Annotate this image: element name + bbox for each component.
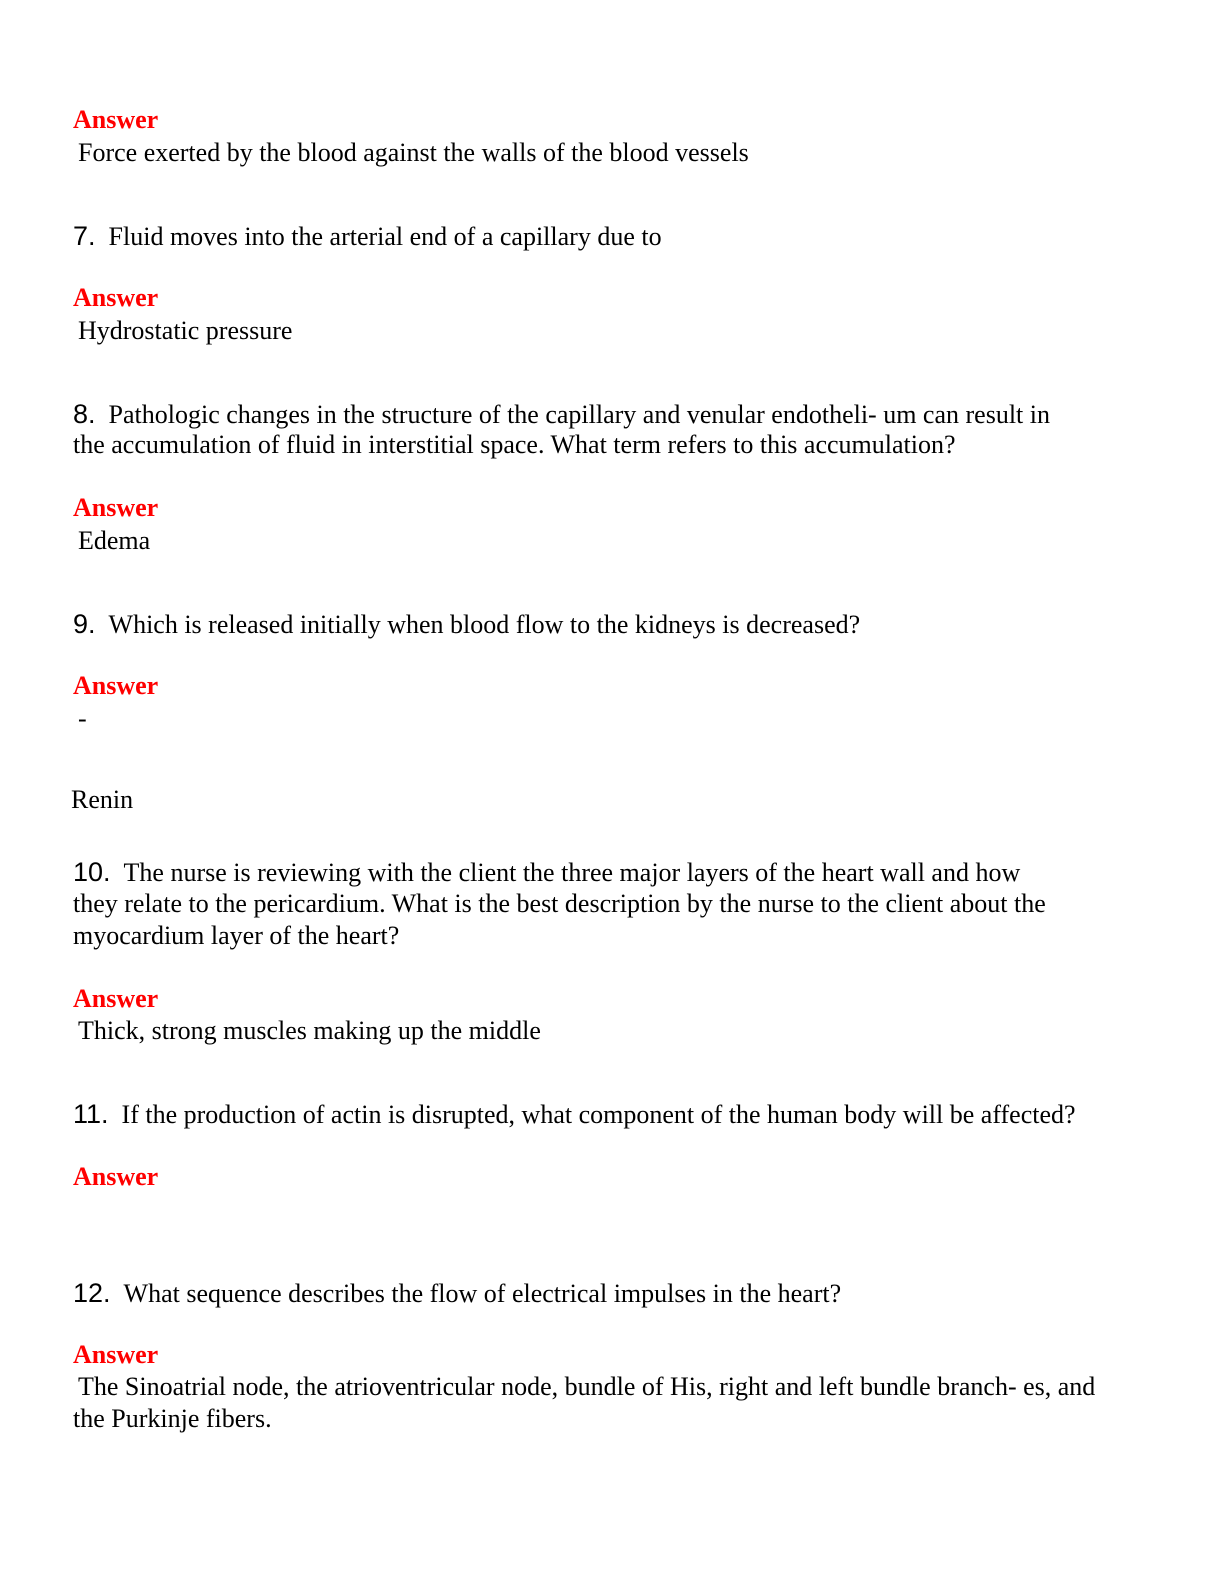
question-text: What sequence describes the flow of electrical impulses in the heart? bbox=[123, 1279, 842, 1308]
answer-text: The Sinoatrial node, the atrioventricular node, bundle of His, right and left bundle branch- es, and bbox=[78, 1372, 1096, 1401]
answer-label: Answer bbox=[73, 671, 159, 700]
question-10 bbox=[73, 856, 1020, 889]
question-text: If the production of actin is disrupted, what component of the human body will be affected? bbox=[121, 1100, 1076, 1129]
question-text: Pathologic changes in the structure of the capillary and venular endotheli- um can result in bbox=[108, 400, 1051, 429]
answer-label: Answer bbox=[73, 493, 159, 522]
answer-text: - bbox=[78, 704, 87, 733]
answer-text: Edema bbox=[78, 526, 151, 555]
answer-label: Answer bbox=[73, 1340, 159, 1369]
question-text: myocardium layer of the heart? bbox=[73, 921, 400, 950]
answer-text: Thick, strong muscles making up the middle bbox=[78, 1016, 541, 1045]
answer-label: Answer bbox=[73, 283, 159, 312]
question-number: 8. bbox=[73, 399, 96, 429]
question-number: 11. bbox=[73, 1099, 109, 1129]
answer-label: Answer bbox=[73, 1162, 159, 1191]
question-number: 10. bbox=[73, 857, 111, 887]
question-11 bbox=[73, 1098, 1076, 1131]
question-number: 12. bbox=[73, 1278, 111, 1308]
answer-text: Renin bbox=[71, 785, 134, 814]
question-text: they relate to the pericardium. What is the best description by the nurse to the client about the bbox=[73, 889, 1046, 918]
question-number: 7. bbox=[73, 221, 96, 251]
question-text: Fluid moves into the arterial end of a capillary due to bbox=[108, 222, 662, 251]
answer-text: Force exerted by the blood against the walls of the blood vessels bbox=[78, 138, 749, 167]
answer-label: Answer bbox=[73, 105, 159, 134]
question-text: the accumulation of fluid in interstitial space. What term refers to this accumulation? bbox=[73, 430, 956, 459]
answer-text: the Purkinje fibers. bbox=[73, 1404, 272, 1433]
question-12 bbox=[73, 1277, 841, 1310]
answer-text: Hydrostatic pressure bbox=[78, 316, 293, 345]
question-7 bbox=[73, 220, 662, 253]
answer-label: Answer bbox=[73, 984, 159, 1013]
question-text: Which is released initially when blood flow to the kidneys is decreased? bbox=[108, 610, 861, 639]
question-9 bbox=[73, 608, 860, 641]
question-text: The nurse is reviewing with the client the three major layers of the heart wall and how bbox=[123, 858, 1021, 887]
question-number: 9. bbox=[73, 609, 96, 639]
question-8 bbox=[73, 398, 1050, 431]
